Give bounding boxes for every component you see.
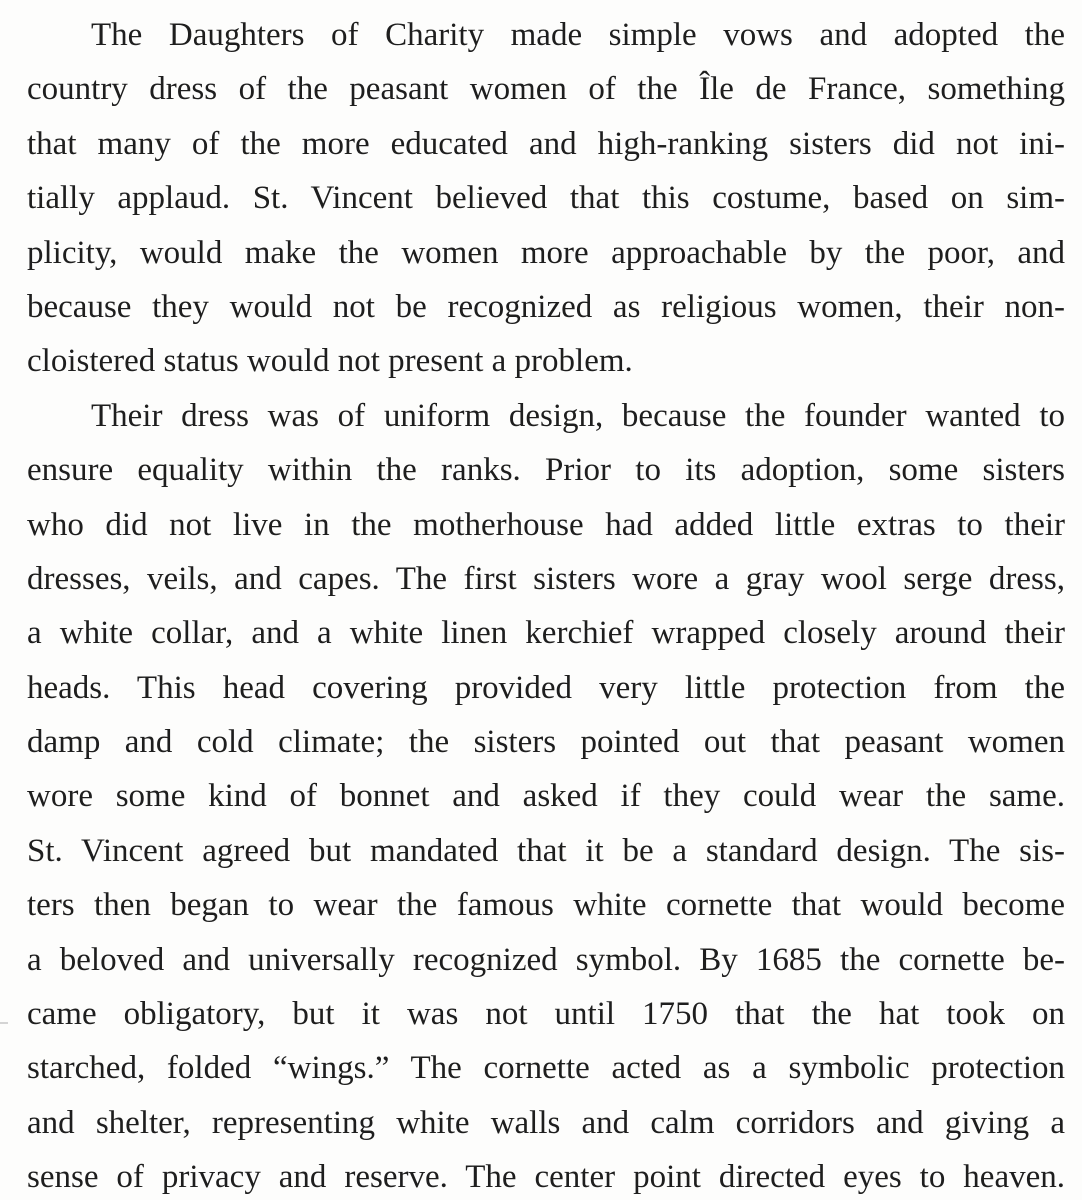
text-line: sense of privacy and reserve. The center point directed eyes to heaven. [27,1159,1065,1196]
text-line: The Daughters of Charity made simple vows and adopted the [91,17,1065,53]
text-line: St. Vincent agreed but mandated that it be a standard design. The sis- [27,832,1065,869]
text-line: starched, folded “wings.” The cornette acted as a symbolic protection [27,1050,1065,1087]
text-line: heads. This head covering provided very little protection from the [27,669,1065,706]
paragraph-1 [27,8,1065,389]
paragraph-2 [27,389,1065,1200]
text-line: ensure equality within the ranks. Prior to its adoption, some sisters [27,452,1065,489]
body-text [27,8,1065,1200]
text-line: ters then began to wear the famous white cornette that would become [27,887,1065,924]
text-line: damp and cold climate; the sisters pointed out that peasant women [27,724,1065,761]
scan-edge-mark [0,1022,8,1024]
text-line: dresses, veils, and capes. The first sisters wore a gray wool serge dress, [27,560,1065,597]
text-line: a white collar, and a white linen kerchief wrapped closely around their [27,615,1065,652]
text-line: who did not live in the motherhouse had added little extras to their [27,506,1065,543]
text-line: plicity, would make the women more approachable by the poor, and [27,234,1065,271]
text-line: a beloved and universally recognized symbol. By 1685 the cornette be- [27,941,1065,978]
text-line: country dress of the peasant women of the Île de France, something [27,71,1065,108]
text-line: that many of the more educated and high-ranking sisters did not ini- [27,125,1065,162]
text-line: wore some kind of bonnet and asked if they could wear the same. [27,778,1065,815]
text-line: came obligatory, but it was not until 1750 that the hat took on [27,996,1065,1033]
text-line: because they would not be recognized as religious women, their non- [27,288,1065,325]
text-line: cloistered status would not present a problem. [27,343,633,380]
text-line: Their dress was of uniform design, because the founder wanted to [91,397,1065,434]
text-line: and shelter, representing white walls and calm corridors and giving a [27,1104,1065,1141]
text-line: tially applaud. St. Vincent believed that this costume, based on sim- [27,180,1065,217]
